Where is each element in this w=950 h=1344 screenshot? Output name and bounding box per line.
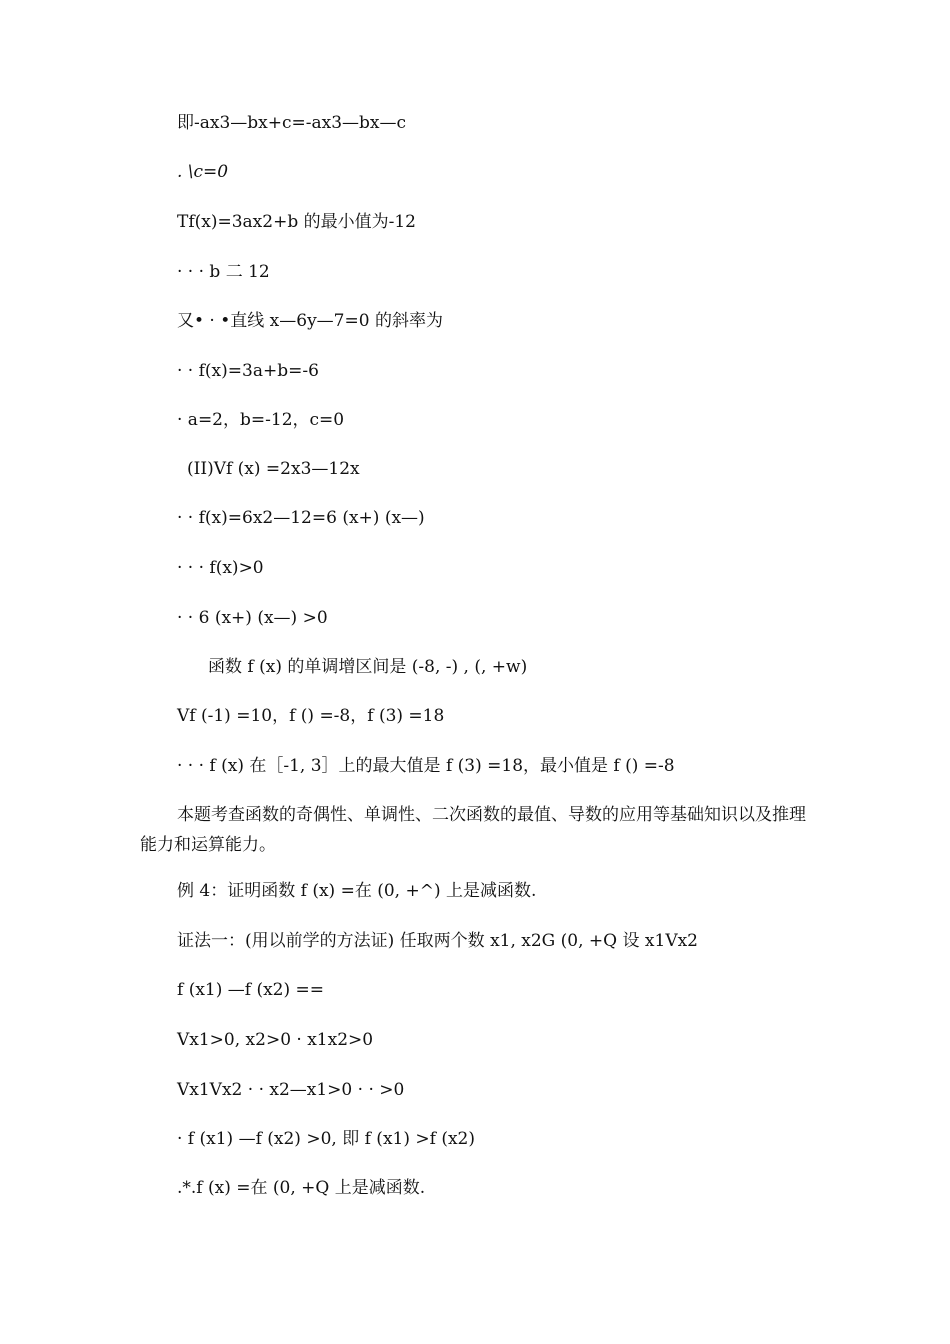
text-line: · · f(x)=6x2—12=6 (x+) (x—): [177, 508, 425, 528]
text-line: · · · b 二 12: [177, 262, 270, 282]
text-line: Vx1>0, x2>0 · x1x2>0: [177, 1030, 374, 1050]
text-line: (II)Vf (x) =2x3—12x: [187, 459, 360, 479]
text-line: .*.f (x) =在 (0, +Q 上是减函数.: [177, 1178, 426, 1198]
text-line: Vf (-1) =10，f () =-8，f (3) =18: [177, 706, 445, 726]
text-line: · · f(x)=3a+b=-6: [177, 361, 319, 381]
text-line: 证法一：(用以前学的方法证) 任取两个数 x1, x2G (0, +Q 设 x1Vx2: [177, 931, 698, 951]
text-line: . \c=0: [177, 162, 229, 182]
text-line: Vx1Vx2 · · x2—x1>0 · · >0: [177, 1080, 405, 1100]
text-line: f (x1) —f (x2) ==: [177, 980, 325, 1000]
text-line: 函数 f (x) 的单调增区间是 (-8, -) , (, +w): [208, 657, 528, 677]
text-line: · · 6 (x+) (x—) >0: [177, 608, 328, 628]
summary-paragraph: 本题考查函数的奇偶性、单调性、二次函数的最值、导数的应用等基础知识以及推理能力和运算能力。: [140, 805, 806, 855]
text-line: · f (x1) —f (x2) >0, 即 f (x1) >f (x2): [177, 1129, 475, 1149]
text-line: Tf(x)=3ax2+b 的最小值为-12: [177, 212, 416, 232]
text-line: 又• · •直线 x—6y—7=0 的斜率为: [177, 311, 443, 331]
text-line: · · · f(x)>0: [177, 558, 264, 578]
text-line: · a=2，b=-12，c=0: [177, 410, 345, 430]
text-line: · · · f (x) 在［-1, 3］上的最大值是 f (3) =18，最小值是 f () =-8: [177, 756, 675, 776]
text-line: 即-ax3—bx+c=-ax3—bx—c: [177, 113, 407, 133]
example-heading: 例 4：证明函数 f (x) =在 (0, +^) 上是减函数.: [177, 881, 537, 901]
